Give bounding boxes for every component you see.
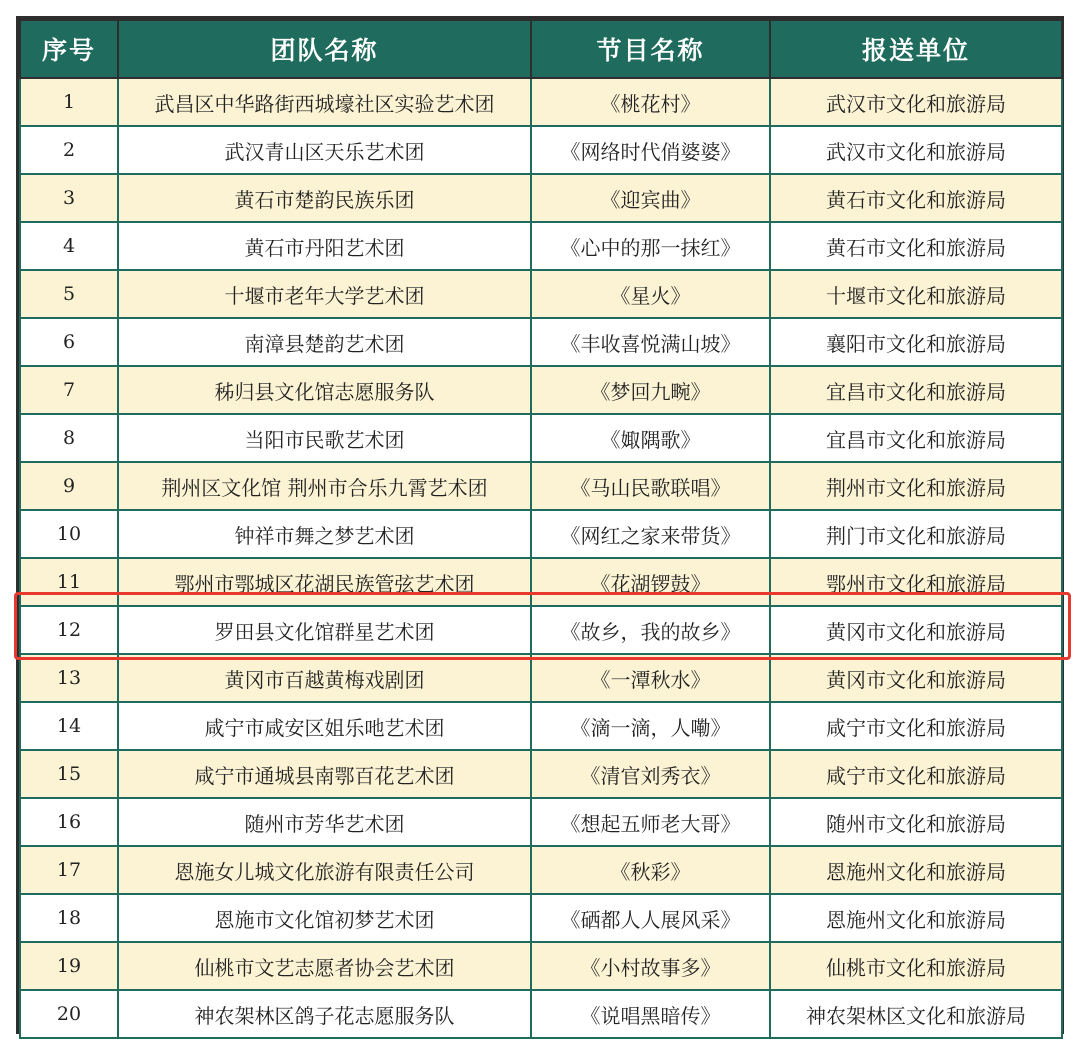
cell-serial-number: 17 <box>20 846 118 894</box>
table-row <box>20 702 1062 750</box>
header-program-name: 节目名称 <box>531 20 770 78</box>
cell-submitting-unit: 宜昌市文化和旅游局 <box>770 366 1062 414</box>
cell-team-name: 当阳市民歌艺术团 <box>118 414 531 462</box>
cell-serial-number: 19 <box>20 942 118 990</box>
cell-team-name: 南漳县楚韵艺术团 <box>118 318 531 366</box>
table-row <box>20 894 1062 942</box>
table-row <box>20 174 1062 222</box>
cell-serial-number: 13 <box>20 654 118 702</box>
cell-serial-number: 11 <box>20 558 118 606</box>
cell-serial-number: 9 <box>20 462 118 510</box>
table-row <box>20 414 1062 462</box>
cell-program-name: 《星火》 <box>531 270 770 318</box>
cell-team-name: 咸宁市通城县南鄂百花艺术团 <box>118 750 531 798</box>
program-list-table-container <box>16 16 1064 1034</box>
cell-serial-number: 5 <box>20 270 118 318</box>
cell-serial-number: 2 <box>20 126 118 174</box>
cell-submitting-unit: 恩施州文化和旅游局 <box>770 894 1062 942</box>
cell-submitting-unit: 荆门市文化和旅游局 <box>770 510 1062 558</box>
table-header <box>20 20 1062 78</box>
cell-program-name: 《丰收喜悦满山坡》 <box>531 318 770 366</box>
cell-submitting-unit: 神农架林区文化和旅游局 <box>770 990 1062 1038</box>
cell-submitting-unit: 随州市文化和旅游局 <box>770 798 1062 846</box>
cell-program-name: 《桃花村》 <box>531 78 770 126</box>
cell-program-name: 《心中的那一抹红》 <box>531 222 770 270</box>
cell-program-name: 《娵隅歌》 <box>531 414 770 462</box>
cell-submitting-unit: 鄂州市文化和旅游局 <box>770 558 1062 606</box>
cell-serial-number: 1 <box>20 78 118 126</box>
cell-team-name: 黄石市丹阳艺术团 <box>118 222 531 270</box>
cell-submitting-unit: 黄冈市文化和旅游局 <box>770 654 1062 702</box>
cell-team-name: 仙桃市文艺志愿者协会艺术团 <box>118 942 531 990</box>
table-row <box>20 78 1062 126</box>
cell-serial-number: 3 <box>20 174 118 222</box>
table-row <box>20 366 1062 414</box>
cell-serial-number: 8 <box>20 414 118 462</box>
cell-serial-number: 16 <box>20 798 118 846</box>
cell-program-name: 《梦回九畹》 <box>531 366 770 414</box>
table-row <box>20 606 1062 654</box>
cell-submitting-unit: 宜昌市文化和旅游局 <box>770 414 1062 462</box>
cell-program-name: 《花湖锣鼓》 <box>531 558 770 606</box>
table-row <box>20 222 1062 270</box>
table-row <box>20 318 1062 366</box>
cell-team-name: 恩施女儿城文化旅游有限责任公司 <box>118 846 531 894</box>
cell-program-name: 《迎宾曲》 <box>531 174 770 222</box>
cell-program-name: 《小村故事多》 <box>531 942 770 990</box>
table-row <box>20 750 1062 798</box>
table-row <box>20 654 1062 702</box>
header-serial-number: 序号 <box>20 20 118 78</box>
table-row <box>20 510 1062 558</box>
cell-serial-number: 14 <box>20 702 118 750</box>
cell-program-name: 《马山民歌联唱》 <box>531 462 770 510</box>
cell-program-name: 《想起五师老大哥》 <box>531 798 770 846</box>
cell-submitting-unit: 荆州市文化和旅游局 <box>770 462 1062 510</box>
cell-submitting-unit: 黄冈市文化和旅游局 <box>770 606 1062 654</box>
table-header-row <box>20 20 1062 78</box>
cell-team-name: 钟祥市舞之梦艺术团 <box>118 510 531 558</box>
cell-team-name: 随州市芳华艺术团 <box>118 798 531 846</box>
cell-team-name: 黄冈市百越黄梅戏剧团 <box>118 654 531 702</box>
cell-team-name: 神农架林区鸽子花志愿服务队 <box>118 990 531 1038</box>
cell-submitting-unit: 武汉市文化和旅游局 <box>770 78 1062 126</box>
cell-program-name: 《故乡，我的故乡》 <box>531 606 770 654</box>
cell-program-name: 《网络时代俏婆婆》 <box>531 126 770 174</box>
cell-serial-number: 18 <box>20 894 118 942</box>
cell-submitting-unit: 恩施州文化和旅游局 <box>770 846 1062 894</box>
cell-serial-number: 10 <box>20 510 118 558</box>
table-row <box>20 846 1062 894</box>
table-row <box>20 942 1062 990</box>
cell-serial-number: 20 <box>20 990 118 1038</box>
cell-team-name: 鄂州市鄂城区花湖民族管弦艺术团 <box>118 558 531 606</box>
cell-program-name: 《一潭秋水》 <box>531 654 770 702</box>
cell-team-name: 秭归县文化馆志愿服务队 <box>118 366 531 414</box>
cell-serial-number: 4 <box>20 222 118 270</box>
cell-submitting-unit: 黄石市文化和旅游局 <box>770 174 1062 222</box>
cell-program-name: 《秋彩》 <box>531 846 770 894</box>
header-team-name: 团队名称 <box>118 20 531 78</box>
cell-submitting-unit: 咸宁市文化和旅游局 <box>770 702 1062 750</box>
cell-serial-number: 7 <box>20 366 118 414</box>
cell-submitting-unit: 武汉市文化和旅游局 <box>770 126 1062 174</box>
cell-program-name: 《硒都人人展风采》 <box>531 894 770 942</box>
cell-serial-number: 6 <box>20 318 118 366</box>
table-body <box>20 78 1062 1038</box>
cell-team-name: 荆州区文化馆 荆州市合乐九霄艺术团 <box>118 462 531 510</box>
table-row <box>20 558 1062 606</box>
cell-team-name: 恩施市文化馆初梦艺术团 <box>118 894 531 942</box>
cell-team-name: 武昌区中华路街西城壕社区实验艺术团 <box>118 78 531 126</box>
cell-submitting-unit: 襄阳市文化和旅游局 <box>770 318 1062 366</box>
cell-submitting-unit: 仙桃市文化和旅游局 <box>770 942 1062 990</box>
header-submitting-unit: 报送单位 <box>770 20 1062 78</box>
cell-team-name: 咸宁市咸安区姐乐吔艺术团 <box>118 702 531 750</box>
table-row <box>20 990 1062 1038</box>
cell-serial-number: 12 <box>20 606 118 654</box>
cell-team-name: 黄石市楚韵民族乐团 <box>118 174 531 222</box>
cell-team-name: 武汉青山区天乐艺术团 <box>118 126 531 174</box>
table-row <box>20 798 1062 846</box>
cell-submitting-unit: 十堰市文化和旅游局 <box>770 270 1062 318</box>
cell-program-name: 《滴一滴，人嘞》 <box>531 702 770 750</box>
cell-team-name: 十堰市老年大学艺术团 <box>118 270 531 318</box>
table-row <box>20 126 1062 174</box>
cell-submitting-unit: 咸宁市文化和旅游局 <box>770 750 1062 798</box>
cell-team-name: 罗田县文化馆群星艺术团 <box>118 606 531 654</box>
table-row <box>20 270 1062 318</box>
cell-program-name: 《清官刘秀衣》 <box>531 750 770 798</box>
cell-serial-number: 15 <box>20 750 118 798</box>
table-row <box>20 462 1062 510</box>
program-list-table <box>19 19 1063 1039</box>
cell-program-name: 《说唱黑暗传》 <box>531 990 770 1038</box>
cell-program-name: 《网红之家来带货》 <box>531 510 770 558</box>
cell-submitting-unit: 黄石市文化和旅游局 <box>770 222 1062 270</box>
